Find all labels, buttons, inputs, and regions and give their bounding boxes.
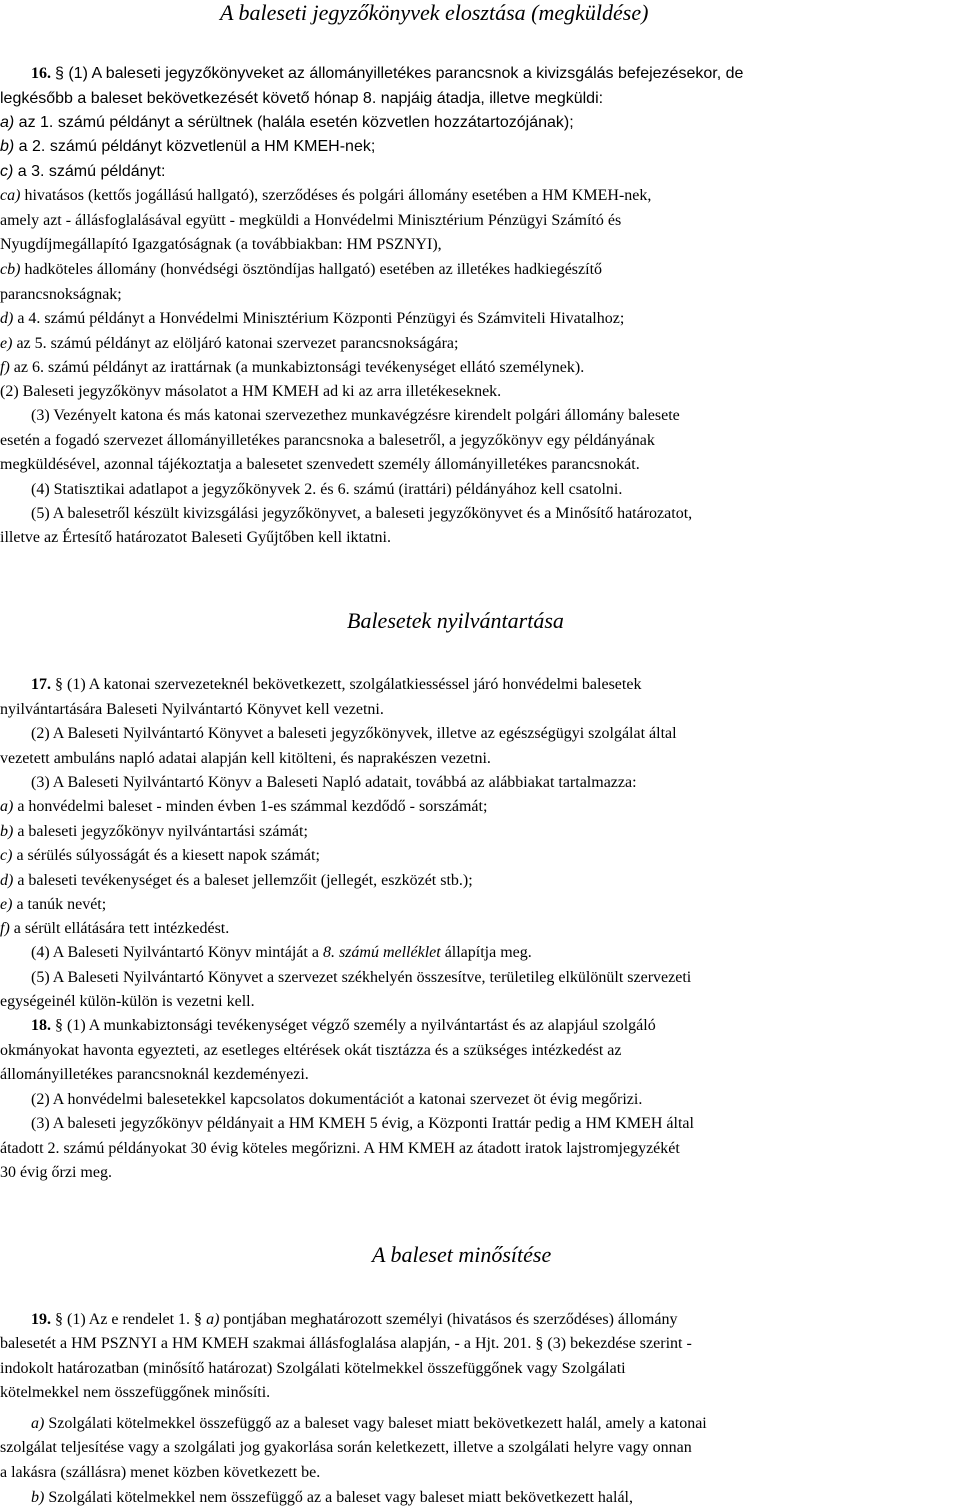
text-run: 18. xyxy=(31,1017,55,1034)
text-run: pontjában meghatározott személyi (hivatásos és szerződéses) állomány xyxy=(219,1311,678,1328)
text-line xyxy=(0,869,473,893)
text-line xyxy=(0,1039,622,1063)
text-run: a tanúk nevét; xyxy=(12,896,107,913)
text-run: a) xyxy=(31,1415,45,1432)
text-line xyxy=(0,1436,692,1460)
text-run: (5) A balesetről készült kivizsgálási jegyzőkönyvet, a baleseti jegyzőkönyvet és a Minősítő határozatot, xyxy=(31,505,693,522)
text-line xyxy=(0,111,574,135)
text-line xyxy=(0,747,491,771)
text-line xyxy=(0,1063,309,1087)
text-run: § (1) A baleseti jegyzőkönyveket az állományilletékes parancsnok a kivizsgálás befejezésekor, de xyxy=(55,65,744,82)
text-run: számú példányt a sérültnek (halála esetén közvetlen hozzátartozójának); xyxy=(57,114,574,131)
text-run: nyilvántartására Baleseti Nyilvántartó Könyvet kell vezetni. xyxy=(0,701,384,718)
text-line xyxy=(31,62,743,86)
text-run: § (1) Az e rendelet 1. § xyxy=(55,1311,207,1328)
text-line xyxy=(31,673,641,697)
text-line xyxy=(31,771,637,795)
text-line xyxy=(31,478,622,502)
text-run: egységeinél külön-külön is vezetni kell. xyxy=(0,993,255,1010)
text-run: d) xyxy=(0,310,14,327)
text-run: számú példányt közvetlenül a HM KMEH-nek; xyxy=(49,138,376,155)
text-run: vezetett ambuláns napló adatai alapján kell kitölteni, és naprakészen vezetni. xyxy=(0,750,491,767)
text-line xyxy=(0,698,384,722)
text-line xyxy=(0,356,584,380)
text-run: a 2. xyxy=(14,138,50,155)
text-line xyxy=(0,135,375,159)
text-run: (4) Statisztikai adatlapot a jegyzőkönyvek 2. és 6. számú (irattári) példányához kell csatolni. xyxy=(31,481,623,498)
text-line xyxy=(0,332,458,356)
text-run: szolgálat teljesítése vagy a szolgálati jog gyakorlása során keletkezett, illetve a szolgálati helyre vagy onnan xyxy=(0,1439,692,1456)
text-line xyxy=(0,1357,626,1381)
text-line xyxy=(31,722,677,746)
text-run: Szolgálati kötelmekkel nem összefüggő az a baleset vagy baleset miatt bekövetkezett halál, xyxy=(44,1489,633,1506)
text-run: hadköteles állomány (honvédségi ösztöndíjas hallgató) esetében az illetékes hadkiegészítő xyxy=(20,261,603,278)
text-run: 19. xyxy=(31,1311,55,1328)
text-run: ca) xyxy=(0,187,21,204)
text-run: a baleseti jegyzőkönyv nyilvántartási számát; xyxy=(13,823,308,840)
text-line xyxy=(0,258,602,282)
text-line xyxy=(0,429,655,453)
text-line xyxy=(0,184,651,208)
text-run: 16. xyxy=(31,65,55,82)
text-run: e) xyxy=(0,896,13,913)
text-line xyxy=(31,966,691,990)
text-run: (2) Baleseti jegyzőkönyv másolatot a HM KMEH ad ki az arra illetékeseknek. xyxy=(0,383,502,400)
text-run: b) xyxy=(0,138,15,155)
text-line xyxy=(0,453,640,477)
text-run: átadott 2. számú példányokat 30 évig köteles megőrizni. A HM KMEH az átadott iratok lajstromjegyzékét xyxy=(0,1140,680,1157)
text-run: legkésőbb a baleset bekövetkezését követő hónap 8. napjáig átadja, illetve megküldi: xyxy=(0,90,604,107)
text-line xyxy=(0,1381,270,1405)
text-run: (5) A Baleseti Nyilvántartó Könyvet a szervezet székhelyén összesítve, területileg elkülönült szervezeti xyxy=(31,969,692,986)
text-run: § (1) A munkabiztonsági tevékenységet végző személy a nyilvántartást és az alapjául szolgáló xyxy=(55,1017,656,1034)
text-run: (3) A baleseti jegyzőkönyv példányait a HM KMEH 5 évig, a Központi Irattár pedig a HM KMEH által xyxy=(31,1115,694,1132)
text-run: a sérülés súlyosságát és a kiesett napok számát; xyxy=(12,847,320,864)
text-run: cb) xyxy=(0,261,21,278)
text-run: amely azt - állásfoglalásával együtt - megküldi a Honvédelmi Minisztérium Pénzügyi Számító és xyxy=(0,212,622,229)
text-line xyxy=(0,917,229,941)
text-run: állományilletékes parancsnoknál kezdeményezi. xyxy=(0,1066,309,1083)
text-run: a baleseti tevékenységet és a baleset jellemzőit (jellegét, eszközét stb.); xyxy=(13,872,473,889)
text-run: parancsnokságnak; xyxy=(0,286,122,303)
text-run: az 6. számú példányt az irattárnak (a munkabiztonsági tevékenységet ellátó személynek). xyxy=(9,359,585,376)
text-line xyxy=(0,990,255,1014)
text-line xyxy=(0,795,487,819)
text-line xyxy=(0,1137,680,1161)
text-run: indokolt határozatban (minősítő határozat) Szolgálati kötelmekkel összefüggőnek vagy Szolgálati xyxy=(0,1360,626,1377)
text-line xyxy=(31,941,532,965)
text-run: (3) A Baleseti Nyilvántartó Könyv a Baleseti Napló adatait, továbbá az alábbiakat tartalmazza: xyxy=(31,774,637,791)
text-run: (2) A honvédelmi balesetekkel kapcsolatos dokumentációt a katonai szervezet öt évig megőrizi. xyxy=(31,1091,643,1108)
text-line xyxy=(0,820,308,844)
text-run: a honvédelmi baleset - minden évben 1-es számmal kezdődő - sorszámát; xyxy=(13,798,488,815)
text-run: a 3. xyxy=(13,163,49,180)
text-run: a) xyxy=(206,1311,220,1328)
text-run: az 1. xyxy=(14,114,58,131)
text-run: esetén a fogadó szervezet állományilletékes parancsnoka a balesetről, a jegyzőkönyv egy példányának xyxy=(0,432,655,449)
text-run: c) xyxy=(0,847,13,864)
text-run: (4) A Baleseti Nyilvántartó Könyv mintáját a xyxy=(31,944,323,961)
text-line xyxy=(0,1461,320,1485)
text-line xyxy=(0,526,391,550)
text-run: (2) A Baleseti Nyilvántartó Könyvet a baleseti jegyzőkönyvek, illetve az egészségügyi szolgálat által xyxy=(31,725,677,742)
text-line xyxy=(31,1014,656,1038)
text-run: c) xyxy=(0,163,14,180)
text-line xyxy=(0,893,106,917)
text-line xyxy=(0,283,122,307)
text-run: 8. számú melléklet xyxy=(322,944,441,961)
text-run: a 4. számú példányt a Honvédelmi Minisztérium Központi Pénzügyi és Számviteli Hivatalhoz; xyxy=(13,310,625,327)
section-title-classification: A baleset minősítése xyxy=(372,1242,552,1267)
text-run: § (1) A katonai szervezeteknél bekövetkezett, szolgálatkiesséssel járó honvédelmi balesetek xyxy=(55,676,642,693)
text-line xyxy=(31,404,680,428)
text-run: f) xyxy=(0,920,10,937)
text-line xyxy=(0,87,603,111)
text-run: okmányokat havonta egyezteti, az esetleges eltérések okát tisztázza és a szükséges intézkedést az xyxy=(0,1042,622,1059)
text-line xyxy=(0,307,624,331)
text-line xyxy=(31,1308,677,1332)
text-run: f) xyxy=(0,359,10,376)
text-run: kötelmekkel nem összefüggőnek minősíti. xyxy=(0,1384,271,1401)
text-line xyxy=(31,1088,642,1112)
text-run: b) xyxy=(31,1489,45,1506)
section-title-records: Balesetek nyilvántartása xyxy=(347,608,564,633)
text-line xyxy=(31,1486,633,1510)
text-line xyxy=(0,1161,112,1185)
text-run: illetve az Értesítő határozatot Baleseti Gyűjtőben kell iktatni. xyxy=(0,529,391,546)
text-run: Szolgálati kötelmekkel összefüggő az a baleset vagy baleset miatt bekövetkezett halál, amely a katonai xyxy=(44,1415,707,1432)
text-run: balesetét a HM PSZNYI a HM KMEH szakmai állásfoglalása alapján, - a Hjt. 201. § (3) bekezdése szerint - xyxy=(0,1335,692,1352)
text-run: (3) Vezényelt katona és más katonai szervezethez munkavégzésre kirendelt polgári állomány balesete xyxy=(31,407,680,424)
text-line xyxy=(0,380,501,404)
text-run: a) xyxy=(0,114,15,131)
text-line xyxy=(0,1332,692,1356)
text-line xyxy=(0,160,165,184)
text-line xyxy=(0,233,442,257)
text-line xyxy=(0,844,320,868)
text-run: számú példányt: xyxy=(48,163,166,180)
text-run: 17. xyxy=(31,676,55,693)
text-run: megküldésével, azonnal tájékoztatja a balesetet szenvedett személy állományilletékes parancsnokát. xyxy=(0,456,640,473)
text-line xyxy=(31,1412,707,1436)
text-run: b) xyxy=(0,823,14,840)
text-run: e) xyxy=(0,335,13,352)
text-run: állapítja meg. xyxy=(440,944,532,961)
section-title-distribution: A baleseti jegyzőkönyvek elosztása (megküldése) xyxy=(220,0,649,25)
text-line xyxy=(31,502,692,526)
text-run: az 5. számú példányt az elöljáró katonai szervezet parancsnokságára; xyxy=(12,335,459,352)
text-run: a lakásra (szállásra) menet közben következett be. xyxy=(0,1464,321,1481)
text-run: 30 évig őrzi meg. xyxy=(0,1164,112,1181)
text-run: hivatásos (kettős jogállású hallgató), szerződéses és polgári állomány esetében a HM KMEH-nek, xyxy=(20,187,652,204)
text-run: d) xyxy=(0,872,14,889)
text-line xyxy=(31,1112,694,1136)
text-run: a) xyxy=(0,798,14,815)
text-run: a sérült ellátására tett intézkedést. xyxy=(9,920,230,937)
text-line xyxy=(0,209,621,233)
text-run: Nyugdíjmegállapító Igazgatóságnak (a továbbiakban: HM PSZNYI), xyxy=(0,236,442,253)
